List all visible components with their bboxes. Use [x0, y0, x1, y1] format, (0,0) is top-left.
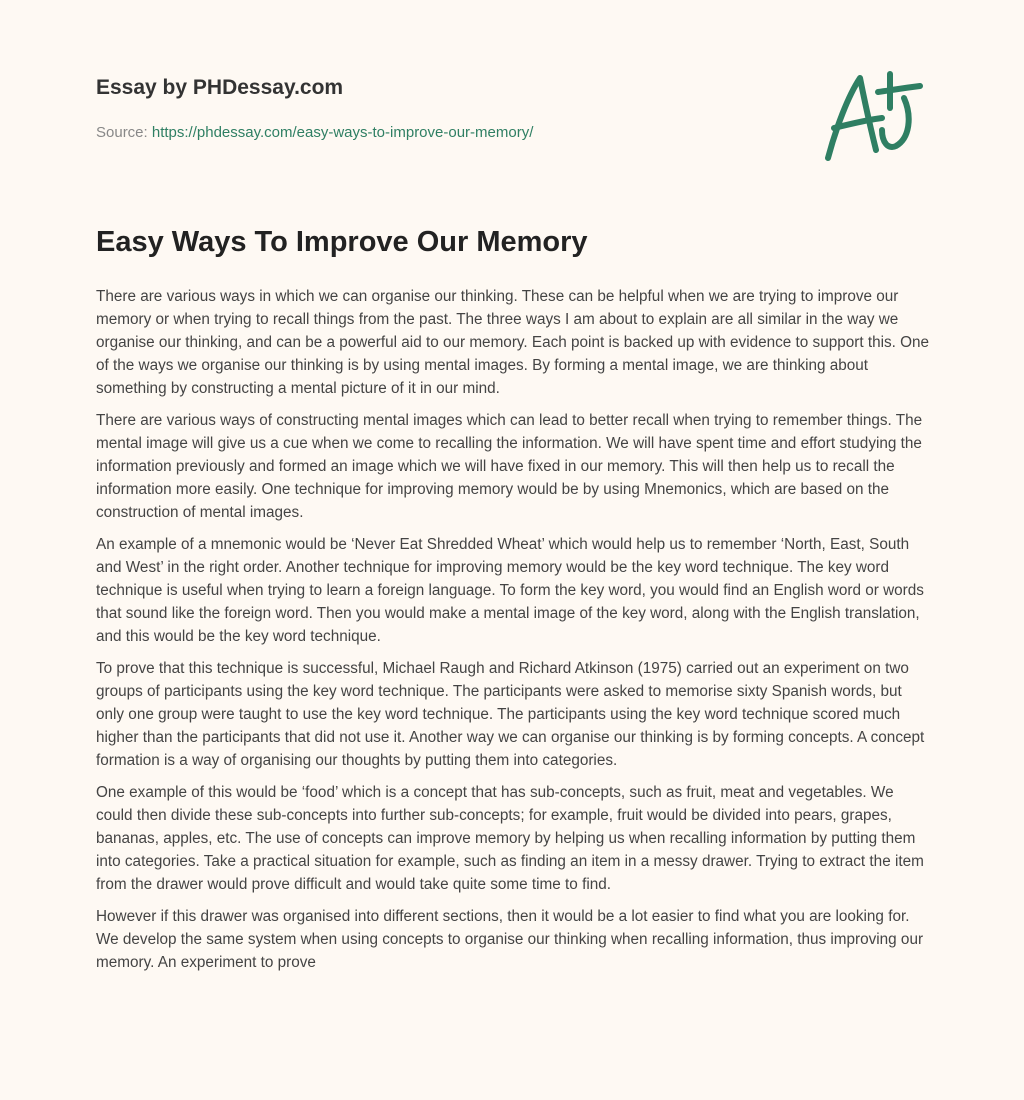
a-plus-logo-icon	[820, 68, 930, 164]
source-label: Source:	[96, 124, 152, 141]
article-title: Easy Ways To Improve Our Memory	[96, 226, 588, 258]
paragraph: One example of this would be ‘food’ which is a concept that has sub-concepts, such as fruit, meat and vegetables. We could then divide these sub-concepts into further sub-concepts; for example, fruit would be divided into pears, grapes, bananas, apples, etc. The use of concepts can improve memory by helping us when recalling information by putting them into categories. Take a practical situation for example, such as finding an item in a messy drawer. Trying to extract the item from the drawer would prove difficult and would take quite some time to find.	[96, 784, 924, 893]
paragraph: However if this drawer was organised into different sections, then it would be a lot easier to find what you are looking for. We develop the same system when using concepts to organise our thinking when recalling information, thus improving our memory. An experiment to prove	[96, 908, 924, 971]
article-body	[96, 285, 932, 983]
paragraph: To prove that this technique is successful, Michael Raugh and Richard Atkinson (1975) carried out an experiment on two groups of participants using the key word technique. The participants were asked to memorise sixty Spanish words, but only one group were taught to use the key word technique. The participants using the key word technique scored much higher than the participants that did not use it. Another way we can organise our thinking is by forming concepts. A concept formation is a way of organising our thoughts by putting them into categories.	[96, 660, 925, 769]
paragraph: There are various ways in which we can organise our thinking. These can be helpful when we are trying to improve our memory or when trying to recall things from the past. The three ways I am about to explain are all similar in the way we organise our thinking, and can be a powerful aid to our memory. Each point is backed up with evidence to support this. One of the ways we organise our thinking is by using mental images. By forming a mental image, we are thinking about something by constructing a mental picture of it in our mind.	[96, 288, 930, 397]
paragraph: There are various ways of constructing mental images which can lead to better recall when trying to remember things. The mental image will give us a cue when we come to recalling the information. We will have spent time and effort studying the information previously and formed an image which we will have fixed in our memory. This will then help us to recall the information more easily. One technique for improving memory would be by using Mnemonics, which are based on the construction of mental images.	[96, 412, 923, 521]
paragraph: An example of a mnemonic would be ‘Never Eat Shredded Wheat’ which would help us to remember ‘North, East, South and West’ in the right order. Another technique for improving memory would be the key word technique. The key word technique is useful when trying to learn a foreign language. To form the key word, you would find an English word or words that sound like the foreign word. Then you would make a mental image of the key word, along with the English translation, and this would be the key word technique.	[96, 536, 924, 645]
site-brand: Essay by PHDessay.com	[96, 76, 344, 99]
source-line	[96, 124, 533, 141]
source-link[interactable]: https://phdessay.com/easy-ways-to-improve-our-memory/	[151, 124, 534, 141]
